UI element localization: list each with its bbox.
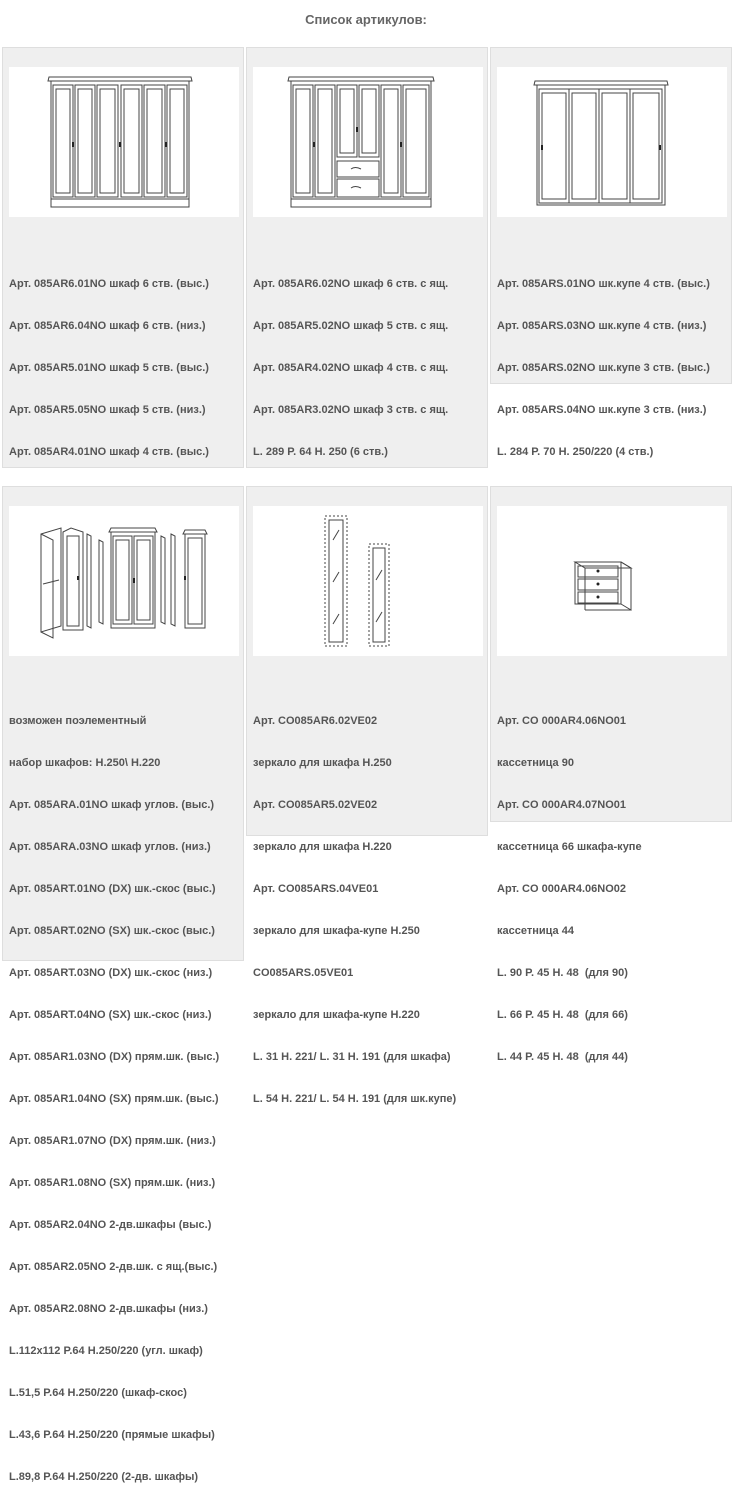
list-item: Арт. 085AR1.03NO (DX) прям.шк. (выс.): [9, 1051, 220, 1063]
list-item: L. 66 P. 45 H. 48 (для 66): [497, 1009, 628, 1021]
list-item: Арт. CO085AR6.02VE02: [253, 715, 378, 727]
list-item: Арт. 085ART.01NO (DX) шк.-скос (выс.): [9, 883, 216, 895]
list-item: Арт. 085ART.03NO (DX) шк.-скос (низ.): [9, 967, 213, 979]
sliding-wardrobe-drawing: [497, 67, 727, 217]
list-item: Арт. 085ARS.04NO шк.купе 3 ств. (низ.): [497, 404, 707, 416]
list-item: набор шкафов: H.250\ H.220: [9, 757, 161, 769]
list-item: Арт. 085AR1.07NO (DX) прям.шк. (низ.): [9, 1135, 216, 1147]
wardrobe-modules-drawing: [9, 506, 239, 656]
list-item: зеркало для шкафа-купе H.250: [253, 925, 420, 937]
page-title: Список артикулов:: [305, 12, 427, 27]
list-item: Арт. 085AR6.02NO шкаф 6 ств. с ящ.: [253, 278, 449, 290]
list-item: L.112x112 P.64 H.250/220 (угл. шкаф): [9, 1345, 203, 1357]
list-item: Арт. 085AR2.05NO 2-дв.шк. с ящ.(выс.): [9, 1261, 218, 1273]
list-item: L.89,8 P.64 H.250/220 (2-дв. шкафы): [9, 1471, 199, 1483]
list-item: L. 54 H. 221/ L. 54 H. 191 (для шк.купе): [253, 1093, 457, 1105]
list-item: Арт. CO 000AR4.06NO01: [497, 715, 626, 727]
list-item: Арт. 085AR6.04NO шкаф 6 ств. (низ.): [9, 320, 206, 332]
list-item: кассетница 90: [497, 757, 574, 769]
list-item: L.51,5 P.64 H.250/220 (шкаф-скос): [9, 1387, 187, 1399]
drawer-unit-drawing: [497, 506, 727, 656]
list-item: Арт. CO085ARS.04VE01: [253, 883, 379, 895]
list-item: зеркало для шкафа H.250: [253, 757, 392, 769]
article-card-wardrobes-hinged: [2, 47, 244, 468]
list-item: Арт. 085AR1.04NO (SX) прям.шк. (выс.): [9, 1093, 219, 1105]
list-item: Арт. 085AR1.08NO (SX) прям.шк. (низ.): [9, 1177, 216, 1189]
list-item: Арт. 085AR5.01NO шкаф 5 ств. (выс.): [9, 362, 209, 374]
list-item: Арт. 085AR5.05NO шкаф 5 ств. (низ.): [9, 404, 206, 416]
list-item: Арт. 085ART.04NO (SX) шк.-скос (низ.): [9, 1009, 212, 1021]
list-item: Арт. 085ARA.03NO шкаф углов. (низ.): [9, 841, 211, 853]
list-item: Арт. 085AR4.01NO шкаф 4 ств. (выс.): [9, 446, 209, 458]
list-item: Арт. 085AR3.02NO шкаф 3 ств. с ящ.: [253, 404, 449, 416]
article-list: [497, 686, 642, 1092]
list-item: зеркало для шкафа-купе H.220: [253, 1009, 420, 1021]
wardrobe-6-doors-drawing: [9, 67, 239, 217]
list-item: Арт. 085AR6.01NO шкаф 6 ств. (выс.): [9, 278, 209, 290]
list-item: Арт. CO 000AR4.07NO01: [497, 799, 626, 811]
list-item: возможен поэлементный: [9, 715, 147, 727]
article-list: [253, 686, 456, 1134]
list-item: L.43,6 P.64 H.250/220 (прямые шкафы): [9, 1429, 215, 1441]
list-item: L. 31 H. 221/ L. 31 H. 191 (для шкафа): [253, 1051, 451, 1063]
list-item: Арт. CO085AR5.02VE02: [253, 799, 378, 811]
list-item: зеркало для шкафа H.220: [253, 841, 392, 853]
list-item: L. 44 P. 45 H. 48 (для 44): [497, 1051, 628, 1063]
list-item: L. 90 P. 45 H. 48 (для 90): [497, 967, 628, 979]
article-card-wardrobes-sliding: [490, 47, 732, 458]
list-item: Арт. 085ART.02NO (SX) шк.-скос (выс.): [9, 925, 215, 937]
list-item: Арт. 085ARS.02NO шк.купе 3 ств. (выс.): [497, 362, 710, 374]
list-item: Арт. CO 000AR4.06NO02: [497, 883, 626, 895]
article-card-wardrobe-modules: [2, 486, 244, 1483]
article-card-mirrors: [246, 486, 488, 1105]
list-item: Арт. 085ARS.03NO шк.купе 4 ств. (низ.): [497, 320, 707, 332]
list-item: Арт. 085AR5.02NO шкаф 5 ств. с ящ.: [253, 320, 449, 332]
article-list: [9, 686, 219, 1512]
list-item: L. 284 P. 70 H. 250/220 (4 ств.): [497, 446, 654, 458]
list-item: Арт. 085ARA.01NO шкаф углов. (выс.): [9, 799, 215, 811]
list-item: Арт. 085AR4.02NO шкаф 4 ств. с ящ.: [253, 362, 449, 374]
list-item: кассетница 44: [497, 925, 574, 937]
list-item: Арт. 085AR2.08NO 2-дв.шкафы (низ.): [9, 1303, 208, 1315]
article-card-drawer-units: [490, 486, 732, 1063]
list-item: Арт. 085ARS.01NO шк.купе 4 ств. (выс.): [497, 278, 710, 290]
mirror-panels-drawing: [253, 506, 483, 656]
list-item: кассетница 66 шкафа-купе: [497, 841, 642, 853]
article-card-wardrobes-with-drawers: [246, 47, 488, 468]
list-item: Арт. 085AR2.04NO 2-дв.шкафы (выс.): [9, 1219, 212, 1231]
list-item: L. 289 P. 64 H. 250 (6 ств.): [253, 446, 388, 458]
wardrobe-with-drawers-drawing: [253, 67, 483, 217]
list-item: CO085ARS.05VE01: [253, 967, 354, 979]
